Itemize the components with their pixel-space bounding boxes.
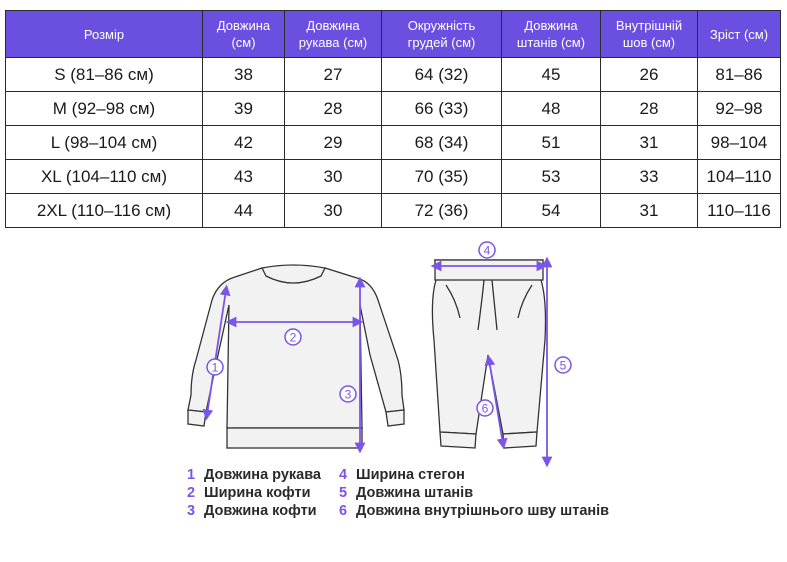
table-cell: 29 xyxy=(285,126,382,160)
header-chest: Окружність грудей (см) xyxy=(382,11,502,58)
legend-number: 4 xyxy=(339,467,348,483)
table-cell: 72 (36) xyxy=(382,194,502,228)
legend-item xyxy=(187,484,321,502)
header-size: Розмір xyxy=(6,11,203,58)
table-cell: 68 (34) xyxy=(382,126,502,160)
legend-label: Довжина рукава xyxy=(204,467,322,483)
marker-2 xyxy=(285,329,301,345)
marker-5 xyxy=(555,357,571,373)
table-cell: 2XL (110–116 см) xyxy=(6,194,203,228)
pants-drawing xyxy=(432,260,545,448)
legend-label: Ширина кофти xyxy=(204,485,311,501)
table-cell: S (81–86 см) xyxy=(6,58,203,92)
table-cell: 30 xyxy=(285,160,382,194)
table-cell: M (92–98 см) xyxy=(6,92,203,126)
table-cell: 54 xyxy=(502,194,601,228)
table-cell: 38 xyxy=(203,58,285,92)
legend-right xyxy=(339,466,609,520)
table-cell: 48 xyxy=(502,92,601,126)
header-height: Зріст (см) xyxy=(698,11,781,58)
table-cell: 104–110 xyxy=(698,160,781,194)
legend-number: 5 xyxy=(339,485,348,501)
table-cell: 92–98 xyxy=(698,92,781,126)
marker-3 xyxy=(340,386,356,402)
marker-2-label: 2 xyxy=(289,330,297,345)
marker-4 xyxy=(479,242,495,258)
header-length: Довжина (см) xyxy=(203,11,285,58)
table-cell: 98–104 xyxy=(698,126,781,160)
table-cell: 53 xyxy=(502,160,601,194)
table-cell: 42 xyxy=(203,126,285,160)
legend-item xyxy=(187,466,321,484)
table-cell: 43 xyxy=(203,160,285,194)
legend-item xyxy=(339,466,609,484)
table-cell: 45 xyxy=(502,58,601,92)
table-cell: 51 xyxy=(502,126,601,160)
table-cell: 27 xyxy=(285,58,382,92)
legend-item xyxy=(187,502,321,520)
marker-1 xyxy=(207,359,223,375)
marker-6-label: 6 xyxy=(481,401,489,416)
header-sleeve-length: Довжина рукава (см) xyxy=(285,11,382,58)
table-cell: 64 (32) xyxy=(382,58,502,92)
table-cell: XL (104–110 см) xyxy=(6,160,203,194)
legend-left xyxy=(187,466,321,520)
marker-1-label: 1 xyxy=(211,360,219,375)
sweatshirt-drawing xyxy=(188,265,404,448)
table-cell: 66 (33) xyxy=(382,92,502,126)
legend-label: Довжина кофти xyxy=(204,503,317,519)
legend-number: 6 xyxy=(339,503,348,519)
marker-3-label: 3 xyxy=(344,387,352,402)
marker-4-label: 4 xyxy=(483,243,491,258)
marker-6 xyxy=(477,400,493,416)
legend-number: 3 xyxy=(187,503,196,519)
table-cell: 39 xyxy=(203,92,285,126)
table-cell: 31 xyxy=(601,126,698,160)
table-cell: 110–116 xyxy=(698,194,781,228)
table-cell: 31 xyxy=(601,194,698,228)
legend-number: 1 xyxy=(187,467,196,483)
legend-label: Довжина штанів xyxy=(356,485,474,501)
legend-item xyxy=(339,502,609,520)
table-cell: 28 xyxy=(601,92,698,126)
table-cell: 81–86 xyxy=(698,58,781,92)
table-cell: 28 xyxy=(285,92,382,126)
header-inseam: Внутрішній шов (см) xyxy=(601,11,698,58)
header-pants-length: Довжина штанів (см) xyxy=(502,11,601,58)
marker-5-label: 5 xyxy=(559,358,567,373)
table-cell: 70 (35) xyxy=(382,160,502,194)
legend-item xyxy=(339,484,609,502)
table-cell: 44 xyxy=(203,194,285,228)
legend-label: Ширина стегон xyxy=(356,467,465,483)
legend-label: Довжина внутрішнього шву штанів xyxy=(356,503,610,519)
table-cell: 26 xyxy=(601,58,698,92)
table-cell: 30 xyxy=(285,194,382,228)
table-cell: L (98–104 см) xyxy=(6,126,203,160)
legend-number: 2 xyxy=(187,485,196,501)
table-cell: 33 xyxy=(601,160,698,194)
